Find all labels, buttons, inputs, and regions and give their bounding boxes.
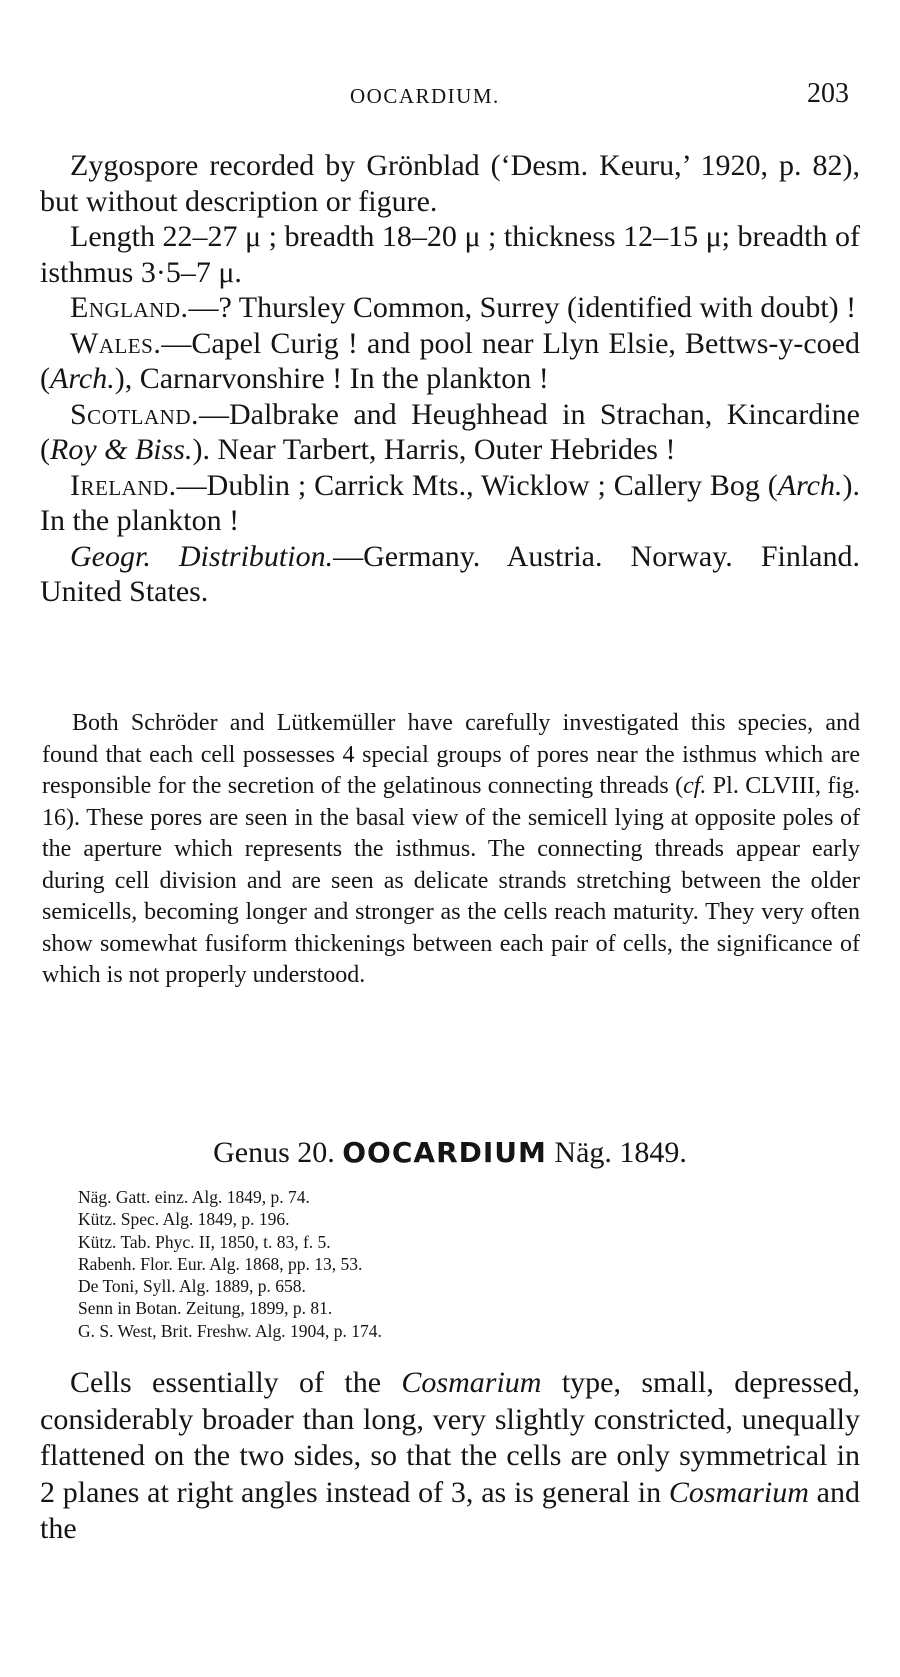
note-text [42, 708, 860, 992]
ireland-label: Ireland. [70, 468, 177, 502]
reference-item: Kütz. Spec. Alg. 1849, p. 196. [78, 1209, 290, 1230]
distribution-paragraph [40, 539, 860, 610]
distribution-text: —Germany. Austria. Norway. Finland. United States. [40, 539, 860, 608]
description-text-2: type, small, depressed, considerably broader than long, very slightly constricted, unequally flattened on the two sides, so that the cells are only symmetrical in 2 planes at right angles instead of 3, as is general in [40, 1366, 860, 1509]
reference-item: Kütz. Tab. Phyc. II, 1850, t. 83, f. 5. [78, 1231, 331, 1252]
england-paragraph [40, 290, 860, 326]
description-text-3: and the [40, 1475, 860, 1545]
distribution-label: Geogr. Distribution. [70, 539, 334, 573]
ireland-text-1: —Dublin ; Carrick Mts., Wicklow ; Callery Bog ( [176, 468, 778, 502]
ireland-italic: Arch. [777, 468, 843, 502]
scotland-paragraph [40, 397, 860, 468]
note-text-1: Both Schröder and Lütkemüller have carefully investigated this species, and found that each cell possesses 4 special groups of pores near the isthmus which are responsible for the secretion of the gelatinous connecting threads ( [42, 710, 860, 799]
reference-item: Rabenh. Flor. Eur. Alg. 1868, pp. 13, 53. [78, 1253, 363, 1274]
wales-italic: Arch. [50, 362, 115, 395]
scotland-text-2: ). Near Tarbert, Harris, Outer Hebrides ! [192, 433, 676, 466]
note-paragraph [42, 708, 860, 992]
running-title: OOCARDIUM. [350, 84, 500, 108]
genus-authority: Näg. 1849. [554, 1136, 687, 1169]
genus-prefix: Genus 20. [213, 1136, 335, 1169]
genus-heading [0, 1136, 900, 1170]
wales-paragraph [40, 326, 860, 397]
wales-text-1: —Capel Curig ! and pool near Llyn Elsie, Bettws-y-coed ( [40, 326, 860, 395]
scotland-text-1: —Dalbrake and Heughhead in Strachan, Kincardine ( [40, 397, 860, 466]
scotland-italic: Roy & Biss. [50, 433, 193, 466]
ireland-text-2: ). In the plankton ! [40, 468, 860, 537]
page-number: 203 [807, 78, 849, 109]
description-italic-1: Cosmarium [401, 1366, 542, 1399]
species-text [40, 148, 860, 610]
genus-description [40, 1365, 860, 1548]
note-text-2: Pl. CLVIII, fig. 16). These pores are seen in the basal view of the semicell lying at opposite poles of the aperture which represents the isthmus. The connecting threads appear early during cell division and are seen as delicate strands stretching between the older semicells, becoming longer and stronger as the cells reach maturity. They very often show somewhat fusiform thickenings between each pair of cells, the significance of which is not properly understood. [42, 773, 860, 988]
scotland-label: Scotland. [70, 397, 200, 431]
reference-list [78, 1186, 382, 1342]
zygospore-paragraph: Zygospore recorded by Grönblad (‘Desm. Keuru,’ 1920, p. 82), but without description or figure. [40, 149, 860, 218]
reference-item: Senn in Botan. Zeitung, 1899, p. 81. [78, 1298, 333, 1319]
genus-name: OOCARDIUM [342, 1136, 547, 1169]
description-text-1: Cells essentially of the [70, 1366, 402, 1399]
wales-label: Wales. [70, 326, 162, 360]
reference-item: G. S. West, Brit. Freshw. Alg. 1904, p. 174. [78, 1320, 382, 1341]
description-text [40, 1365, 860, 1548]
england-label: England. [70, 291, 189, 324]
england-text: —? Thursley Common, Surrey (identified with doubt) ! [188, 291, 857, 324]
ireland-paragraph [40, 468, 860, 539]
running-head [0, 78, 900, 118]
note-italic: cf. [683, 773, 707, 799]
wales-text-2: ), Carnarvonshire ! In the plankton ! [114, 362, 549, 395]
reference-item: Näg. Gatt. einz. Alg. 1849, p. 74. [78, 1187, 310, 1207]
description-italic-2: Cosmarium [668, 1475, 809, 1509]
dimensions-paragraph: Length 22–27 μ ; breadth 18–20 μ ; thickness 12–15 μ; breadth of isthmus 3·5–7 μ. [40, 220, 860, 289]
reference-item: De Toni, Syll. Alg. 1889, p. 658. [78, 1276, 306, 1297]
